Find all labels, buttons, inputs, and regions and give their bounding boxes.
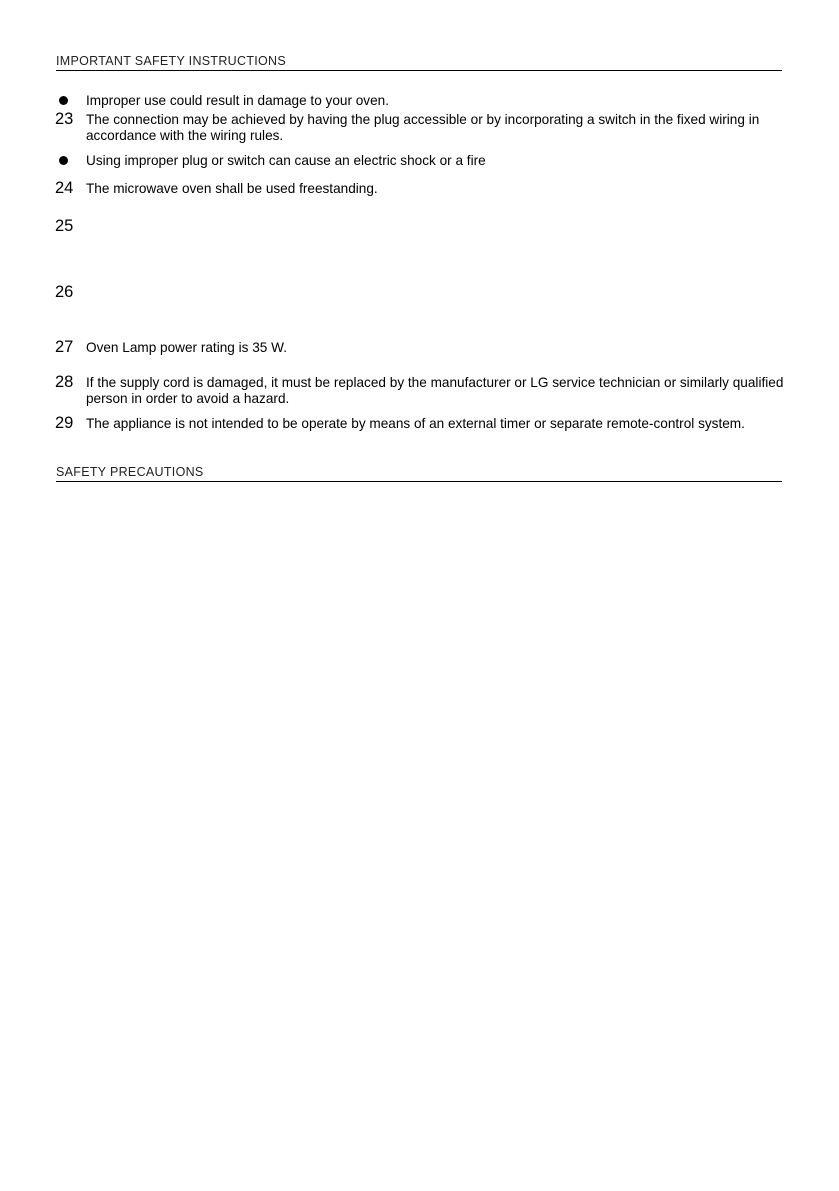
list-item-text: Using improper plug or switch can cause an electric shock or a fire (86, 153, 486, 168)
list-item-text: Improper use could result in damage to your oven. (86, 93, 390, 108)
list-item-text: The appliance is not intended to be operate by means of an external timer or separate remote-control system. (86, 416, 745, 431)
list-item-text: The microwave oven shall be used freestanding. (86, 181, 378, 196)
list-item-text: The connection may be achieved by having the plug accessible or by incorporating a switch in the fixed wiring in accordance with the wiring rules. (86, 112, 760, 143)
list-item-number: 26 (55, 283, 74, 301)
bullet-icon (59, 156, 68, 165)
list-item-number: 29 (55, 414, 74, 432)
section-header-safety-precautions: SAFETY PRECAUTIONS (56, 465, 782, 482)
list-item-number: 27 (55, 338, 74, 356)
list-item-number: 25 (55, 217, 74, 235)
list-item-text: Oven Lamp power rating is 35 W. (86, 340, 287, 355)
list-item-number: 23 (55, 110, 74, 128)
list-item-number: 28 (55, 373, 74, 391)
list-item-number: 24 (55, 179, 74, 197)
section-header-important-safety-instructions: IMPORTANT SAFETY INSTRUCTIONS (56, 54, 782, 71)
list-item-text: If the supply cord is damaged, it must be replaced by the manufacturer or LG service technician or similarly qualified person in order to avoid a hazard. (86, 375, 784, 406)
bullet-icon (59, 96, 68, 105)
